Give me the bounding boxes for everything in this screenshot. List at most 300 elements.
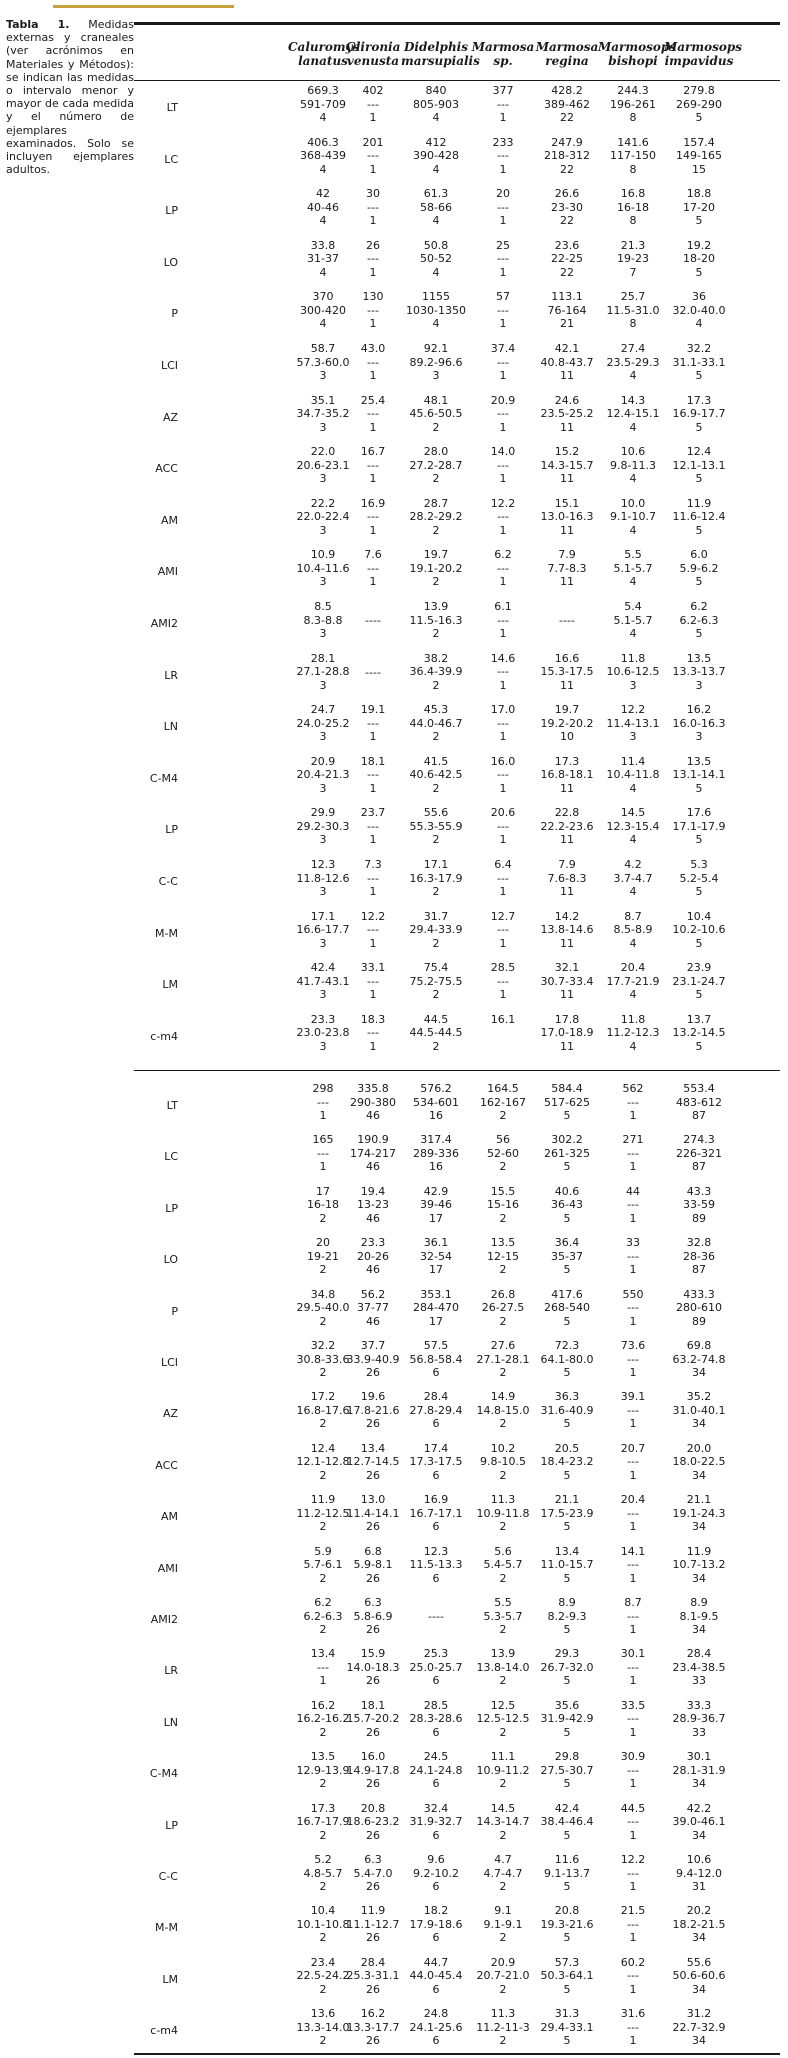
cell-count: 6 (432, 1366, 440, 1379)
cell-count: 4 (629, 781, 637, 795)
cell-range: 35-37 (551, 1249, 583, 1263)
measure-cell (468, 1442, 538, 1483)
cell-count: 1 (319, 1109, 327, 1122)
row-label: ACC (155, 462, 178, 476)
measure-cell (468, 1647, 538, 1688)
measure-cell (532, 1390, 602, 1431)
cell-mean: 6.1 (494, 600, 512, 613)
cell-range: --- (367, 1026, 379, 1040)
measure-cell (664, 858, 734, 899)
cell-count: 46 (366, 1314, 380, 1328)
cell-range: 25.3-31.1 (346, 1969, 400, 1983)
measure-cell (338, 84, 408, 125)
cell-mean: 17.3 (310, 1801, 336, 1815)
cell-count: 2 (432, 523, 440, 537)
cell-count: 6 (432, 1520, 440, 1534)
measure-cell (532, 394, 602, 435)
cell-count: 1 (499, 420, 507, 434)
cell-mean: 20.4 (620, 1493, 646, 1507)
cell-range: 174-217 (350, 1146, 396, 1160)
cell-count: 26 (366, 1777, 380, 1791)
cell-mean: 13.4 (310, 1647, 336, 1661)
cell-range: 23.5-29.3 (606, 355, 660, 369)
cell-mean: 10.4 (310, 1904, 336, 1918)
cell-range: 19-23 (617, 252, 649, 266)
cell-count: 1 (369, 833, 377, 847)
cell-count: 1 (629, 1468, 637, 1482)
measure-cell (598, 1133, 668, 1174)
cell-count: 1 (629, 1623, 637, 1636)
measure-cell (338, 910, 408, 951)
cell-mean: 130 (362, 290, 384, 304)
cell-count: 2 (499, 1211, 507, 1225)
cell-count: 5 (563, 1880, 571, 1893)
cell-mean: 412 (425, 135, 447, 149)
cell-mean: 23.3 (360, 1236, 386, 1250)
cell-count: 4 (695, 317, 703, 331)
measure-cell (338, 614, 408, 628)
cell-count: 33 (692, 1674, 706, 1688)
cell-range: 17.5-23.9 (540, 1506, 594, 1520)
cell-mean: 38.2 (423, 651, 449, 665)
cell-count: 3 (319, 627, 327, 640)
row-label: LR (164, 1664, 178, 1678)
cell-mean: 15.2 (554, 445, 580, 459)
cell-count: 3 (432, 369, 440, 382)
measure-cell (532, 136, 602, 177)
cell-mean: 11.3 (490, 1493, 516, 1507)
cell-range: 17.3-17.5 (409, 1455, 463, 1469)
cell-count: 5 (563, 1725, 571, 1739)
cell-range: 284-470 (413, 1301, 459, 1315)
cell-count: 2 (499, 2034, 507, 2048)
measure-cell (532, 445, 602, 486)
row-label: LP (165, 204, 178, 218)
measure-cell (468, 1288, 538, 1329)
column-genus: Glironia (345, 40, 401, 54)
cell-count: 2 (499, 1263, 507, 1277)
cell-mean: 6.4 (494, 858, 512, 871)
measure-cell (532, 614, 602, 628)
cell-range: --- (627, 1712, 639, 1726)
table-row (134, 1013, 780, 1059)
cell-mean: 12.2 (490, 496, 516, 510)
cell-count: 26 (366, 1880, 380, 1893)
cell-range: 10.6-12.5 (606, 665, 660, 679)
measure-cell (664, 1545, 734, 1586)
row-label: M-M (155, 1921, 178, 1935)
cell-mean: 29.9 (310, 806, 336, 820)
cell-mean: 17.0 (490, 703, 516, 717)
cell-range: 9.4-12.0 (676, 1866, 722, 1880)
measure-cell (664, 755, 734, 796)
cell-mean: 19.2 (686, 238, 712, 252)
cell-mean: 7.9 (558, 858, 576, 871)
table-row (134, 136, 780, 182)
measure-cell (468, 187, 538, 228)
cell-count: 46 (366, 1211, 380, 1225)
cell-mean: 14.5 (490, 1801, 516, 1815)
cell-count: 2 (432, 627, 440, 640)
measure-cell (598, 1339, 668, 1380)
cell-range: --- (367, 716, 379, 730)
cell-mean: 44.5 (620, 1801, 646, 1815)
cell-count: 22 (560, 265, 574, 279)
cell-count: 1 (369, 265, 377, 279)
row-label: LM (162, 1972, 178, 1986)
cell-range: 13-23 (357, 1198, 389, 1212)
cell-mean: 48.1 (423, 393, 449, 407)
table-row (134, 1802, 780, 1848)
cell-mean: 28.5 (490, 961, 516, 975)
cell-range: 24.1-25.6 (409, 2020, 463, 2034)
cell-count: 1 (629, 1211, 637, 1225)
row-label: ACC (155, 1458, 178, 1472)
cell-mean: 9.6 (427, 1853, 445, 1866)
measure-cell (532, 652, 602, 693)
cell-range: --- (627, 1866, 639, 1880)
cell-range: 18-20 (683, 252, 715, 266)
cell-count: 6 (432, 1828, 440, 1842)
measure-cell (401, 290, 471, 331)
cell-count: 5 (563, 1777, 571, 1791)
cell-range: 13.3-14.0 (296, 2020, 350, 2034)
cell-mean: 58.7 (310, 342, 336, 355)
cell-count: 4 (629, 936, 637, 950)
cell-count: 15 (692, 162, 706, 176)
cell-range: 15-16 (487, 1198, 519, 1212)
measure-cell (401, 1339, 471, 1380)
cell-mean: 298 (312, 1082, 334, 1095)
measure-cell (338, 290, 408, 331)
cell-count: 1 (369, 162, 377, 176)
cell-count: 2 (319, 1263, 327, 1277)
table-row (134, 394, 780, 440)
cell-count: 3 (319, 678, 327, 692)
measure-cell (338, 136, 408, 177)
cell-count: 4 (629, 575, 637, 589)
table-row (134, 1185, 780, 1231)
cell-mean: 10.0 (620, 496, 646, 510)
measure-cell (468, 1133, 538, 1174)
cell-count: 6 (432, 1674, 440, 1688)
cell-mean: 14.9 (490, 1390, 516, 1404)
cell-mean: 35.2 (686, 1390, 712, 1404)
cell-count: 5 (695, 936, 703, 950)
cell-count: 5 (563, 1263, 571, 1277)
cell-count: 3 (629, 678, 637, 692)
cell-mean: 21.5 (620, 1904, 646, 1918)
cell-range: 20-26 (357, 1249, 389, 1263)
cell-range: 805-903 (413, 97, 459, 111)
measure-cell (598, 1013, 668, 1054)
measure-cell (468, 548, 538, 589)
cell-count: 2 (432, 575, 440, 589)
cell-mean: 33.8 (310, 238, 336, 252)
measure-cell (401, 1647, 471, 1688)
cell-mean: 11.9 (686, 1544, 712, 1558)
measure-cell (532, 806, 602, 847)
cell-range: 13.0-16.3 (540, 510, 594, 524)
cell-mean: 24.7 (310, 703, 336, 717)
cell-count: 2 (319, 1725, 327, 1739)
cell-mean: 20 (316, 1236, 330, 1250)
cell-mean: 6.3 (364, 1596, 382, 1609)
row-label: LO (163, 1253, 178, 1267)
cell-count: 26 (366, 1520, 380, 1534)
row-label: LP (165, 1201, 178, 1215)
cell-range: --- (497, 561, 509, 575)
cell-mean: ---- (365, 665, 381, 679)
cell-mean: 13.5 (686, 754, 712, 768)
cell-range: --- (627, 1558, 639, 1572)
measure-cell (401, 703, 471, 744)
cell-range: 268-540 (544, 1301, 590, 1315)
cell-count: 1 (369, 781, 377, 795)
cell-range: 289-336 (413, 1146, 459, 1160)
cell-range: --- (367, 923, 379, 937)
cell-count: 26 (366, 1931, 380, 1945)
cell-mean: 370 (312, 290, 334, 304)
measure-cell (532, 1493, 602, 1534)
cell-count: 1 (499, 111, 507, 124)
cell-range: 30.8-33.6 (296, 1352, 350, 1366)
table-row (134, 1339, 780, 1385)
cell-range: 10.4-11.8 (606, 768, 660, 782)
cell-count: 3 (319, 472, 327, 486)
column-header (532, 40, 602, 68)
cell-count: 21 (560, 317, 574, 331)
cell-count: 2 (319, 1520, 327, 1534)
table-row (134, 1853, 780, 1899)
cell-range: 19.2-20.2 (540, 716, 594, 730)
cell-mean: 15.5 (490, 1184, 516, 1198)
cell-mean: 92.1 (423, 342, 449, 355)
cell-mean: 19.7 (554, 703, 580, 717)
cell-mean: 18.2 (423, 1904, 449, 1918)
cell-count: 26 (366, 1571, 380, 1585)
cell-mean: 15.1 (554, 496, 580, 510)
row-label: LM (162, 978, 178, 992)
cell-range: 18.2-21.5 (672, 1917, 726, 1931)
column-species: marsupialis (401, 54, 480, 68)
cell-mean: 29.3 (554, 1647, 580, 1661)
row-label: LT (166, 1099, 178, 1112)
column-header (664, 40, 742, 68)
cell-range: 30.7-33.4 (540, 974, 594, 988)
measure-cell (401, 1802, 471, 1843)
cell-range: 23.1-24.7 (672, 974, 726, 988)
measure-cell (598, 1390, 668, 1431)
cell-mean: 25.3 (423, 1647, 449, 1661)
cell-range: 58-66 (420, 200, 452, 214)
measure-cell (664, 84, 734, 125)
cell-count: 89 (692, 1211, 706, 1225)
cell-count: 10 (560, 730, 574, 744)
measure-cell (664, 342, 734, 383)
cell-count: 26 (366, 1468, 380, 1482)
measure-cell (468, 1699, 538, 1740)
cell-range: 3.7-4.7 (613, 871, 653, 885)
cell-count: 26 (366, 1623, 380, 1636)
cell-range: 15.7-20.2 (346, 1712, 400, 1726)
row-label: LC (164, 152, 178, 166)
cell-mean: 44 (626, 1184, 640, 1198)
cell-mean: 13.4 (360, 1441, 386, 1455)
cell-count: 5 (695, 369, 703, 382)
cell-mean: 20.9 (310, 754, 336, 768)
cell-count: 5 (695, 523, 703, 537)
cell-range: 50-52 (420, 252, 452, 266)
column-header (338, 40, 408, 68)
cell-count: 89 (692, 1314, 706, 1328)
cell-count: 2 (499, 1160, 507, 1174)
cell-range: 89.2-96.6 (409, 355, 463, 369)
cell-count: 2 (319, 1417, 327, 1431)
cell-range: 44.0-45.4 (409, 1969, 463, 1983)
cell-range: 56.8-58.4 (409, 1352, 463, 1366)
cell-count: 6 (432, 1777, 440, 1791)
cell-range: 11.6-12.4 (672, 510, 726, 524)
cell-range: 23-30 (551, 200, 583, 214)
cell-mean: 271 (622, 1133, 644, 1147)
measure-cell (401, 1288, 471, 1329)
cell-mean: 13.9 (423, 600, 449, 613)
cell-range: 14.3-14.7 (476, 1815, 530, 1829)
measure-cell (401, 1853, 471, 1894)
cell-mean: 11.1 (490, 1750, 516, 1764)
cell-count: 5 (563, 1468, 571, 1482)
cell-count: 1 (369, 472, 377, 486)
cell-count: 1 (629, 1366, 637, 1379)
cell-count: 5 (695, 627, 703, 640)
cell-count: 2 (319, 1211, 327, 1225)
cell-count: 11 (560, 936, 574, 950)
cell-mean: 5.9 (314, 1544, 332, 1558)
cell-count: 4 (319, 214, 327, 228)
cell-count: 11 (560, 1039, 574, 1053)
measure-cell (664, 1802, 734, 1843)
measure-cell (532, 1339, 602, 1380)
cell-count: 5 (695, 1039, 703, 1053)
cell-count: 4 (432, 111, 440, 124)
measure-cell (401, 1904, 471, 1945)
cell-mean: 36.1 (423, 1236, 449, 1250)
cell-range: 9.2-10.2 (413, 1866, 459, 1880)
cell-range: 5.9-6.2 (679, 561, 719, 575)
cell-mean: 244.3 (617, 84, 649, 97)
measure-cell (401, 394, 471, 435)
table-row (134, 290, 780, 336)
cell-mean: 32.1 (554, 961, 580, 975)
column-species: lanatus (298, 54, 348, 68)
cell-mean: 33.5 (620, 1698, 646, 1712)
table-row (134, 858, 780, 904)
cell-range: 11.5-31.0 (606, 303, 660, 317)
measure-cell (664, 1750, 734, 1791)
measure-cell (338, 1699, 408, 1740)
cell-mean: 26.8 (490, 1287, 516, 1301)
cell-range: --- (367, 458, 379, 472)
cell-mean: 16.2 (686, 703, 712, 717)
cell-range: 261-325 (544, 1146, 590, 1160)
cell-range: 34.7-35.2 (296, 407, 350, 421)
cell-count: 87 (692, 1109, 706, 1122)
cell-mean: 30.9 (620, 1750, 646, 1764)
measure-cell (468, 342, 538, 383)
table-row (134, 1442, 780, 1488)
cell-count: 5 (695, 833, 703, 847)
cell-mean: 44.7 (423, 1955, 449, 1969)
cell-mean: 57.3 (554, 1955, 580, 1969)
measure-cell (598, 445, 668, 486)
cell-mean: 14.5 (620, 806, 646, 820)
cell-range: 117-150 (610, 149, 656, 163)
cell-mean: 5.5 (624, 548, 642, 562)
cell-mean: 274.3 (683, 1133, 715, 1147)
cell-range: 591-709 (300, 97, 346, 111)
measure-cell (338, 1596, 408, 1637)
cell-count: 8 (629, 111, 637, 124)
row-label: LP (165, 1818, 178, 1832)
cell-mean: 14.3 (620, 393, 646, 407)
table-row (134, 239, 780, 285)
cell-range: 5.4-7.0 (353, 1866, 393, 1880)
cell-range: 483-612 (676, 1095, 722, 1109)
cell-count: 1 (499, 265, 507, 279)
cell-mean: 18.1 (360, 754, 386, 768)
cell-range: --- (497, 252, 509, 266)
cell-range: --- (497, 819, 509, 833)
measure-cell (532, 1956, 602, 1997)
cell-range: --- (627, 1249, 639, 1263)
cell-range: 12.1-13.1 (672, 458, 726, 472)
cell-mean: 23.3 (310, 1012, 336, 1026)
cell-mean: 840 (425, 84, 447, 97)
cell-range: 162-167 (480, 1095, 526, 1109)
cell-range: 36.4-39.9 (409, 665, 463, 679)
cell-count: 4 (432, 317, 440, 331)
cell-range: --- (627, 1455, 639, 1469)
cell-count: 6 (432, 1571, 440, 1585)
cell-count: 1 (319, 1674, 327, 1688)
cell-mean: 550 (622, 1287, 644, 1301)
cell-count: 2 (432, 472, 440, 486)
cell-range: --- (497, 407, 509, 421)
cell-mean: 35.1 (310, 393, 336, 407)
row-label: AZ (162, 1407, 178, 1421)
table-row (134, 806, 780, 852)
cell-mean: 33.1 (360, 961, 386, 975)
measure-cell (598, 1853, 668, 1894)
cell-mean: 16.9 (360, 496, 386, 510)
measure-cell (598, 1236, 668, 1277)
cell-mean: 353.1 (420, 1287, 452, 1301)
top-accent-line (53, 5, 234, 8)
cell-count: 3 (695, 678, 703, 692)
cell-range: 44.5-44.5 (409, 1026, 463, 1040)
cell-range: --- (367, 407, 379, 421)
cell-mean: 12.4 (310, 1441, 336, 1455)
cell-mean: 40.6 (554, 1184, 580, 1198)
cell-count: 6 (432, 1880, 440, 1893)
cell-mean: 417.6 (551, 1287, 583, 1301)
cell-count: 5 (695, 472, 703, 486)
cell-range: 13.1-14.1 (672, 768, 726, 782)
measure-cell (664, 1185, 734, 1226)
cell-mean: 28.4 (686, 1647, 712, 1661)
measure-cell (664, 1013, 734, 1054)
